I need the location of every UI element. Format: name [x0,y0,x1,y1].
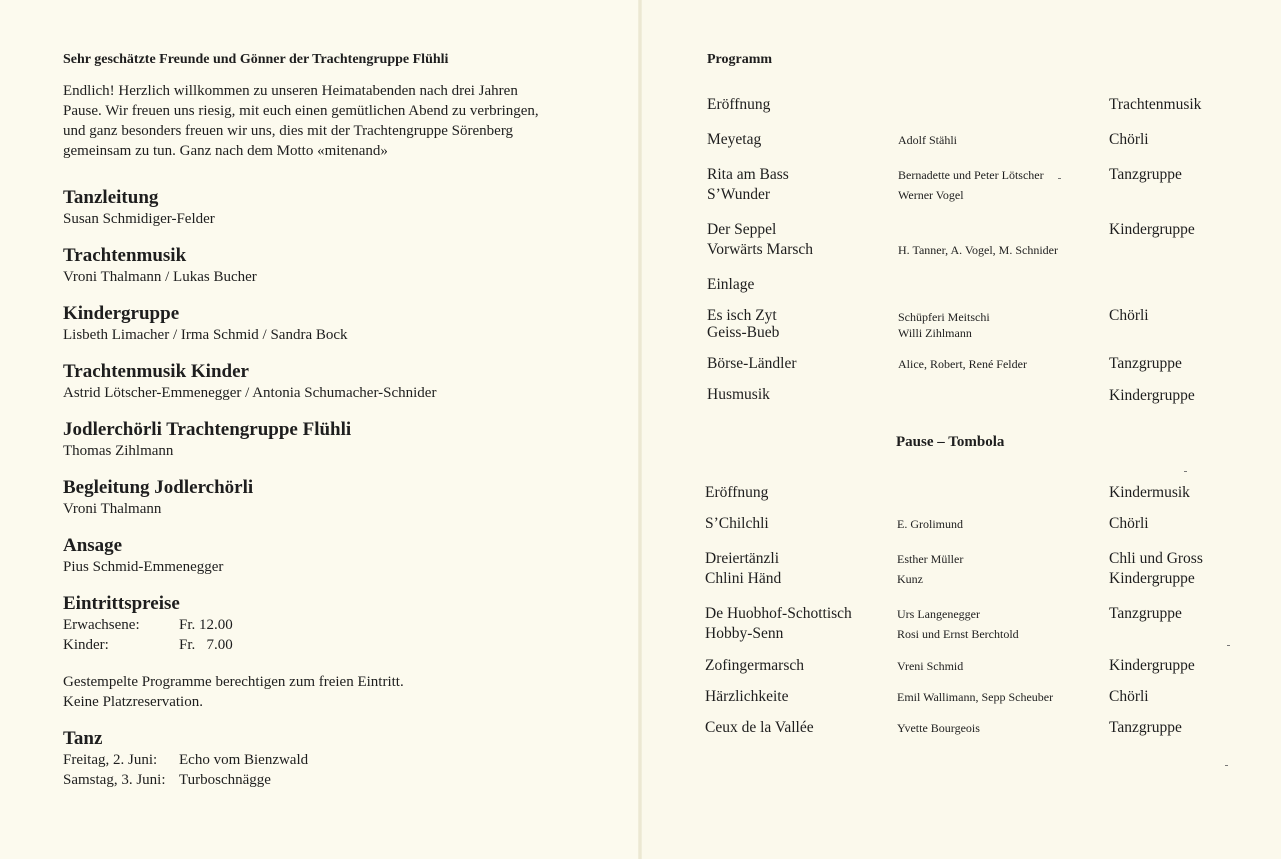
section-name: Vroni Thalmann / Lukas Bucher [63,269,257,285]
item-group: Chli und Gross [1109,550,1203,567]
tanz-row [63,770,308,790]
tanz-date: Freitag, 2. Juni: [63,752,158,768]
section-trachtenmusik [63,245,257,287]
item-composer: Urs Langenegger [897,607,980,621]
tanz-band: Echo vom Bienzwald [179,752,309,768]
section-name: Vroni Thalmann [63,501,162,517]
section-title: Ansage [63,535,123,556]
item-group: Tanzgruppe [1109,166,1182,183]
section-tanz [63,728,308,790]
item-composer: Rosi und Ernst Berchtold [897,627,1019,641]
item-composer: H. Tanner, A. Vogel, M. Schnider [898,243,1059,257]
section-title: Trachtenmusik Kinder [63,361,249,382]
item-group: Kindergruppe [1109,387,1195,404]
price-row [63,635,233,655]
item-title: Geiss-Bueb [707,324,780,341]
price-value: Fr. 12.00 [179,617,233,633]
price-label: Erwachsene: [63,617,140,633]
item-title: Rita am Bass [707,166,789,183]
item-composer: Willi Zihlmann [898,326,972,340]
item-title: S’Wunder [707,186,771,203]
item-group: Kindergruppe [1109,570,1195,587]
welcome-line: Pause. Wir freuen uns riesig, mit euch einen gemütlichen Abend zu verbringen, [63,103,539,119]
section-title: Trachtenmusik [63,245,187,266]
tanz-row [63,750,308,770]
item-title: Eröffnung [705,484,769,501]
item-group: Tanzgruppe [1109,719,1182,736]
pause-heading: Pause – Tombola [896,434,1005,450]
item-group: Kindermusik [1109,484,1190,501]
item-title: Börse-Ländler [707,355,797,372]
section-title: Begleitung Jodlerchörli [63,477,254,498]
section-kindergruppe [63,303,348,345]
section-title: Tanzleitung [63,187,159,208]
item-composer: E. Grolimund [897,517,963,531]
item-title: Der Seppel [707,221,777,238]
item-composer: Schüpferi Meitschi [898,310,990,324]
welcome-line: und ganz besonders freuen wir uns, dies mit der Trachtengruppe Sörenberg [63,123,514,139]
section-title: Jodlerchörli Trachtengruppe Flühli [63,419,352,440]
scan-speck [1227,645,1230,646]
item-title: Zofingermarsch [705,657,804,674]
item-group: Chörli [1109,131,1149,148]
section-begleitung [63,477,253,519]
section-name: Pius Schmid-Emmenegger [63,559,224,575]
item-title: Ceux de la Vallée [705,719,814,736]
item-title: Chlini Händ [705,570,782,587]
item-composer: Vreni Schmid [897,659,964,673]
item-composer: Alice, Robert, René Felder [898,357,1027,371]
item-title: Eröffnung [707,96,771,113]
item-group: Tanzgruppe [1109,605,1182,622]
item-composer: Adolf Stähli [898,133,957,147]
item-composer: Kunz [897,572,923,586]
welcome-text [63,81,593,161]
section-jodlerchoerli [63,419,351,461]
price-row [63,615,233,635]
item-group: Chörli [1109,688,1149,705]
section-trachtenmusik-kinder [63,361,436,403]
item-group: Tanzgruppe [1109,355,1182,372]
item-title: Einlage [707,276,755,293]
item-title: Es isch Zyt [707,307,777,324]
scan-speck [1184,471,1187,472]
item-title: Husmusik [707,386,770,403]
item-composer: Werner Vogel [898,188,964,202]
price-value: Fr. 7.00 [179,637,233,653]
admission-note [63,672,404,712]
price-label: Kinder: [63,637,109,653]
section-title: Eintrittspreise [63,593,180,614]
welcome-line: gemeinsam zu tun. Ganz nach dem Motto «mitenand» [63,143,388,159]
item-group: Kindergruppe [1109,657,1195,674]
section-title: Tanz [63,728,103,749]
item-title: Vorwärts Marsch [707,241,814,258]
item-composer: Bernadette und Peter Lötscher [898,168,1044,182]
note-line: Keine Platzreservation. [63,694,203,710]
programm-title: Programm [707,52,773,67]
section-ansage [63,535,223,577]
section-name: Thomas Zihlmann [63,443,174,459]
item-group: Chörli [1109,307,1149,324]
scan-speck [1058,178,1061,179]
note-line: Gestempelte Programme berechtigen zum freien Eintritt. [63,674,404,690]
welcome-heading: Sehr geschätzte Freunde und Gönner der Trachtengruppe Flühli [63,52,449,67]
item-composer: Yvette Bourgeois [897,721,980,735]
section-title: Kindergruppe [63,303,180,324]
section-name: Lisbeth Limacher / Irma Schmid / Sandra Bock [63,327,348,343]
item-group: Kindergruppe [1109,221,1195,238]
item-group: Chörli [1109,515,1149,532]
item-composer: Esther Müller [897,552,964,566]
item-composer: Emil Wallimann, Sepp Scheuber [897,690,1054,704]
scan-speck [1225,765,1228,766]
item-title: Dreiertänzli [705,550,780,567]
welcome-line: Endlich! Herzlich willkommen zu unseren Heimatabenden nach drei Jahren [63,83,518,99]
item-title: De Huobhof-Schottisch [705,605,852,622]
item-title: S’Chilchli [705,515,769,532]
page-fold [638,0,642,859]
section-name: Astrid Lötscher-Emmenegger / Antonia Schumacher-Schnider [63,385,437,401]
section-name: Susan Schmidiger-Felder [63,211,215,227]
tanz-date: Samstag, 3. Juni: [63,772,166,788]
section-eintrittspreise [63,593,233,655]
item-title: Meyetag [707,131,762,148]
section-tanzleitung [63,187,215,229]
tanz-band: Turboschnägge [179,772,271,788]
item-title: Härzlichkeite [705,688,789,705]
item-title: Hobby-Senn [705,625,784,642]
item-group: Trachtenmusik [1109,96,1202,113]
